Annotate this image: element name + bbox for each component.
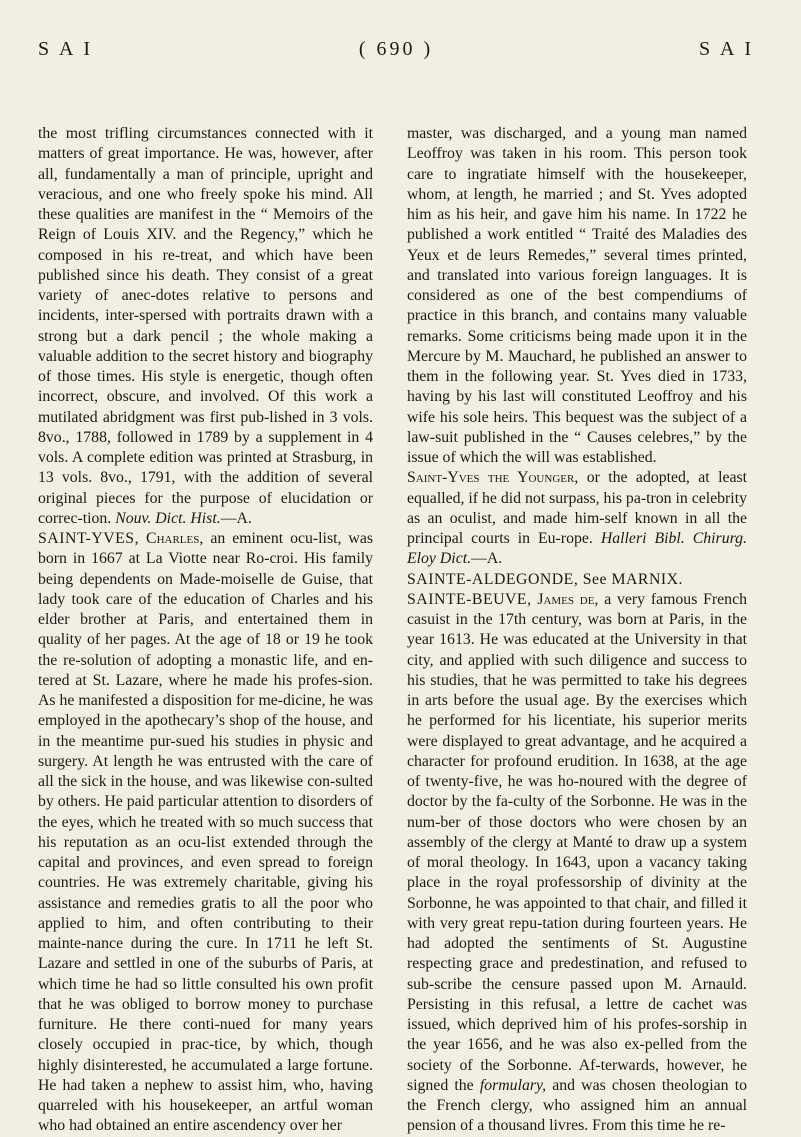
entry-saint-yves: SAINT-YVES, Charles, an eminent ocu-list, was born in 1667 at La Viotte near Ro-croi. His family being dependents on Made-moiselle de Guise, that lady took care of the education of Charles and his elder brother at Paris, and entertained them in quality of her pages. At the age of 18 or 19 he took the re-solution of adopting a monastic life, and en-tered at St. Lazare, where he made his profes-sion. As he manifested a disposition for me-dicine, he was employed in the apothecary’s shop of the house, and in the meantime pur-sued his studies in physic and surgery. At length he was entrusted with the care of all the sick in the house, and was likewise con-sulted by others. He paid particular attention to disorders of the eyes, which he treated with so much success that his reputation as an ocu-list extended through the capital and provinces, and even spread to foreign countries. He was extremely charitable, giving his assistance and remedies gratis to all the poor who applied to him, and often contributing to their mainte-nance during the cure. In 1711 he left St. Lazare and settled in one of the suburbs of Paris, at which time he had so little consulted his own profit that he was obliged to borrow money to purchase furniture. He there conti-nued for many years closely occupied in prac-tice, by which, though highly disinterested, he accumulated a large fortune. He had taken a nephew to assist him, who, having quarreled with his housekeeper, an artful woman who had obtained an entire ascendency over her [38, 530, 373, 1135]
citation: Halleri Bibl. Chirurg. Eloy Dict. [407, 530, 748, 568]
entry-sainte-aldegonde: SAINTE-ALDEGONDE, See MARNIX. [407, 570, 683, 588]
continued-paragraph: the most trifling circumstances connected with it matters of great importance. He was, however, after all, fundamentally a man of principle, upright and veracious, and one who freely spoke his mind. All these qualities are manifest in the “ Memoirs of the Reign of Louis XIV. and the Regency,” which he composed in his re-treat, and which have been published since his death. They consist of a great variety of anec-dotes relative to persons and incidents, inter-spersed with portraits drawn with a strong but a dark pencil ; the whole making a valuable addition to the secret history and biography of those times. His style is energetic, though often incorrect, obscure, and involved. Of this work a mutilated abridgment was first pub-lished in 3 vols. 8vo., 1788, followed in 1789 by a supplement in 4 vols. A complete edition was printed at Strasburg, in 13 vols. 8vo., 1791, with the addition of several original pieces for the purpose of elucidation or correc-tion. Nouv. Dict. Hist.—A. [38, 125, 373, 527]
header-left-title: S A I [38, 38, 94, 60]
left-column [38, 124, 373, 1135]
entry-headword: SAINTE-BEUVE, [407, 590, 532, 608]
entry-saint-yves-younger: Saint-Yves the Younger, or the adopted, at least equalled, if he did not surpass, his pa-tron in celebrity as an oculist, and made him-self known in all the principal courts in Eu-rope. Halleri Bibl. Chirurg. Eloy Dict.—A. [407, 469, 748, 568]
page-number: ( 690 ) [358, 38, 434, 60]
right-column [407, 124, 748, 1135]
citation: Nouv. Dict. Hist. [115, 509, 221, 527]
entry-sainte-beuve: SAINTE-BEUVE, James de, a very famous French casuist in the 17th century, was born at Paris, in the year 1613. He was educated at the University in that city, and applied with such diligence and success to his studies, that he was permitted to take his degrees in arts before the usual age. By the exercises which he performed for his licentiate, his superior merits were displayed to great advantage, and he acquired a character for profound erudition. In 1638, at the age of twenty-five, he was ho-noured with the degree of doctor by the fa-culty of the Sorbonne. He was in the num-ber of those doctors who were chosen by an assembly of the clergy at Manté to draw up a system of moral theology. In 1643, upon a vacancy taking place in the royal professorship of divinity at the Sorbonne, he was appointed to that chair, and filled it with very great repu-tation during fourteen years. He had adopted the sentiments of St. Augustine respecting grace and predestination, and refused to sub-scribe the censure passed upon M. Arnauld. Persisting in this refusal, a lettre de cachet was issued, which deprived him of his profes-sorship in the year 1656, and he was also ex-pelled from the society of the Sorbonne. Af-terwards, however, he signed the formulary, and was chosen theologian to the French clergy, who assigned him an annual pension of a thousand livres. From this time he re- [407, 590, 747, 1135]
header-right-title: S A I [698, 38, 754, 60]
running-header [38, 32, 754, 72]
entry-forename: James de, [537, 590, 599, 608]
italic-term: formulary, [479, 1076, 547, 1094]
entry-headword: SAINT-YVES, [38, 530, 140, 547]
entry-forename: Charles, [146, 530, 204, 547]
entry-headword: Saint-Yves the Younger, [407, 469, 579, 487]
continued-paragraph-right: master, was discharged, and a young man named Leoffroy was taken in his room. This person took care to ingratiate himself with the housekeeper, whom, at length, he married ; and St. Yves adopted him as his heir, and gave him his name. In 1722 he published a work entitled “ Traité des Maladies des Yeux et de leurs Remedes,” several times printed, and translated into various foreign languages. It is considered as one of the best compendiums of practice in this branch, and contains many valuable remarks. Some criticisms being made upon it in the Mercure by M. Mauchard, he published an answer to them in the following year. St. Yves died in 1733, having by his last will constituted Leoffroy and his wife his sole heirs. This bequest was the subject of a law-suit published in the “ Causes celebres,” by the issue of which the will was established. [407, 125, 747, 466]
